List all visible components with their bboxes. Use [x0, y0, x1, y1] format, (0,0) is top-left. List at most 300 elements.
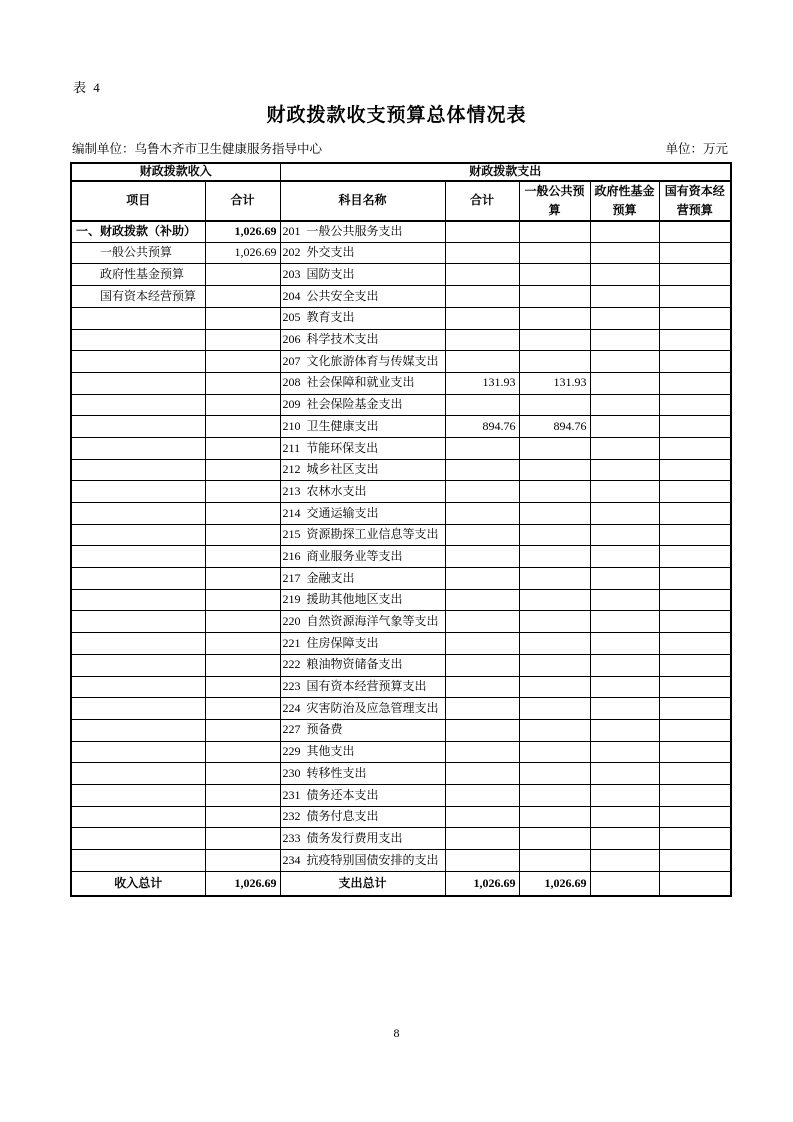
- gov-fund-budget-cell: [590, 741, 659, 763]
- expenditure-total-cell: [445, 481, 519, 503]
- gov-fund-grand-total-cell: [590, 871, 659, 896]
- gov-fund-budget-cell: [590, 806, 659, 828]
- income-total-cell: [205, 828, 280, 850]
- expenditure-subject-cell: [280, 372, 445, 394]
- subject-code: 223: [282, 679, 301, 694]
- state-capital-budget-cell: [659, 416, 731, 438]
- subject-code: 214: [282, 505, 301, 520]
- col-header-expenditure-total: 合计: [445, 181, 519, 221]
- gov-fund-budget-cell: [590, 286, 659, 308]
- subject-code: 201: [282, 223, 301, 238]
- income-item-cell: [71, 481, 205, 503]
- general-public-budget-cell: [519, 437, 590, 459]
- subject-name: 灾害防治及应急管理支出: [306, 700, 439, 715]
- income-total-cell: [205, 611, 280, 633]
- col-header-income-total: 合计: [205, 181, 280, 221]
- state-capital-budget-cell: [659, 568, 731, 590]
- gov-fund-budget-cell: [590, 221, 659, 243]
- general-public-budget-cell: [519, 741, 590, 763]
- subject-name: 一般公共服务支出: [306, 223, 403, 238]
- subject-code: 212: [282, 462, 301, 477]
- subject-name: 自然资源海洋气象等支出: [306, 614, 439, 629]
- expenditure-total-cell: [445, 676, 519, 698]
- income-item-cell: [71, 850, 205, 872]
- income-item-cell: [71, 546, 205, 568]
- budget-row: [71, 784, 731, 806]
- expenditure-subject-cell: [280, 394, 445, 416]
- expenditure-total-cell: [445, 264, 519, 286]
- gov-fund-budget-cell: [590, 437, 659, 459]
- state-capital-budget-cell: [659, 763, 731, 785]
- expenditure-subject-cell: [280, 481, 445, 503]
- income-total-cell: [205, 372, 280, 394]
- income-total-cell: [205, 589, 280, 611]
- general-public-budget-cell: [519, 524, 590, 546]
- expenditure-total-cell: [445, 633, 519, 655]
- subject-code: 211: [282, 440, 301, 455]
- income-item-cell: [71, 351, 205, 373]
- income-item-cell: [71, 416, 205, 438]
- expenditure-total-cell: [445, 763, 519, 785]
- budget-row: [71, 481, 731, 503]
- income-item-cell: [71, 394, 205, 416]
- general-public-budget-cell: [519, 329, 590, 351]
- general-public-budget-cell: [519, 850, 590, 872]
- state-capital-budget-cell: [659, 784, 731, 806]
- expenditure-subject-cell: [280, 850, 445, 872]
- col-header-item: 项目: [71, 181, 205, 221]
- budget-row: [71, 611, 731, 633]
- state-capital-budget-cell: [659, 394, 731, 416]
- budget-row: [71, 329, 731, 351]
- expenditure-subject-cell: [280, 351, 445, 373]
- income-total-cell: [205, 416, 280, 438]
- gov-fund-budget-cell: [590, 329, 659, 351]
- gov-fund-budget-cell: [590, 264, 659, 286]
- gov-fund-budget-cell: [590, 394, 659, 416]
- subject-name: 教育支出: [306, 310, 355, 325]
- expenditure-total-cell: [445, 329, 519, 351]
- state-capital-budget-cell: [659, 633, 731, 655]
- income-item-cell: [71, 698, 205, 720]
- gov-fund-budget-cell: [590, 503, 659, 525]
- general-public-grand-total-cell: 1,026.69: [519, 871, 590, 896]
- subject-name: 节能环保支出: [306, 440, 379, 455]
- income-total-cell: [205, 546, 280, 568]
- expenditure-total-cell: 131.93: [445, 372, 519, 394]
- gov-fund-budget-cell: [590, 568, 659, 590]
- expenditure-total-cell: [445, 307, 519, 329]
- expenditure-subject-cell: [280, 633, 445, 655]
- page-title: 财政拨款收支预算总体情况表: [266, 105, 527, 126]
- income-total-cell: [205, 351, 280, 373]
- income-item-cell: [71, 459, 205, 481]
- budget-row: [71, 459, 731, 481]
- subject-code: 215: [282, 527, 301, 542]
- income-item-cell: [71, 633, 205, 655]
- subject-name: 援助其他地区支出: [306, 592, 403, 607]
- state-capital-budget-cell: [659, 481, 731, 503]
- expenditure-subject-cell: [280, 698, 445, 720]
- state-capital-budget-cell: [659, 806, 731, 828]
- budget-row: [71, 763, 731, 785]
- subject-name: 债务发行费用支出: [306, 830, 403, 845]
- income-total-cell: 1,026.69: [205, 242, 280, 264]
- subject-name: 农林水支出: [306, 483, 367, 498]
- income-item-cell: [71, 784, 205, 806]
- expenditure-total-cell: [445, 351, 519, 373]
- gov-fund-budget-cell: [590, 763, 659, 785]
- gov-fund-budget-cell: [590, 828, 659, 850]
- gov-fund-budget-cell: [590, 698, 659, 720]
- subject-code: 233: [282, 830, 301, 845]
- general-public-budget-cell: [519, 221, 590, 243]
- budget-row: [71, 437, 731, 459]
- budget-row: [71, 351, 731, 373]
- subject-code: 217: [282, 570, 301, 585]
- expenditure-total-cell: [445, 654, 519, 676]
- budget-row: [71, 307, 731, 329]
- expenditure-subject-cell: [280, 741, 445, 763]
- income-item-cell: [71, 329, 205, 351]
- subject-code: 213: [282, 483, 301, 498]
- state-capital-budget-cell: [659, 850, 731, 872]
- gov-fund-budget-cell: [590, 784, 659, 806]
- expenditure-subject-cell: [280, 524, 445, 546]
- income-total-cell: [205, 568, 280, 590]
- page-number: 8: [393, 1026, 400, 1040]
- expenditure-total-cell: [445, 806, 519, 828]
- expenditure-subject-cell: [280, 459, 445, 481]
- expenditure-subject-cell: [280, 828, 445, 850]
- income-item-cell: [71, 828, 205, 850]
- general-public-budget-cell: [519, 394, 590, 416]
- col-header-subject: 科目名称: [280, 181, 445, 221]
- income-item-cell: [71, 568, 205, 590]
- general-public-budget-cell: [519, 481, 590, 503]
- state-capital-budget-cell: [659, 611, 731, 633]
- expenditure-subject-cell: [280, 589, 445, 611]
- subject-name: 社会保障和就业支出: [306, 375, 415, 390]
- budget-row: [71, 372, 731, 394]
- income-item-cell: [71, 654, 205, 676]
- table-header: [71, 163, 731, 221]
- gov-fund-budget-cell: [590, 719, 659, 741]
- expenditure-total-cell: [445, 524, 519, 546]
- gov-fund-budget-cell: [590, 459, 659, 481]
- subject-name: 公共安全支出: [306, 288, 379, 303]
- subject-code: 206: [282, 332, 301, 347]
- subject-code: 221: [282, 635, 301, 650]
- general-public-budget-cell: [519, 307, 590, 329]
- expenditure-total-cell: 894.76: [445, 416, 519, 438]
- totals-row: [71, 871, 731, 896]
- income-total-cell: [205, 654, 280, 676]
- income-item-cell: [71, 741, 205, 763]
- income-total-cell: [205, 286, 280, 308]
- subject-code: 203: [282, 267, 301, 282]
- gov-fund-budget-cell: [590, 546, 659, 568]
- expenditure-total-cell: [445, 568, 519, 590]
- subject-name: 国有资本经营预算支出: [306, 679, 427, 694]
- income-total-cell: [205, 784, 280, 806]
- state-capital-budget-cell: [659, 719, 731, 741]
- gov-fund-budget-cell: [590, 611, 659, 633]
- subject-name: 商业服务业等支出: [306, 548, 403, 563]
- state-capital-budget-cell: [659, 372, 731, 394]
- general-public-budget-cell: [519, 546, 590, 568]
- gov-fund-budget-cell: [590, 676, 659, 698]
- expenditure-total-cell: [445, 850, 519, 872]
- state-capital-budget-cell: [659, 286, 731, 308]
- subject-code: 205: [282, 310, 301, 325]
- budget-row: [71, 850, 731, 872]
- subject-code: 229: [282, 744, 301, 759]
- state-capital-budget-cell: [659, 546, 731, 568]
- income-item-cell: [71, 307, 205, 329]
- expenditure-total-cell: [445, 221, 519, 243]
- gov-fund-budget-cell: [590, 416, 659, 438]
- general-public-budget-cell: 894.76: [519, 416, 590, 438]
- state-capital-budget-cell: [659, 741, 731, 763]
- subject-name: 债务付息支出: [306, 809, 379, 824]
- subject-name: 社会保险基金支出: [306, 397, 403, 412]
- meta-row: [70, 139, 730, 157]
- expenditure-subject-cell: [280, 763, 445, 785]
- general-public-budget-cell: [519, 633, 590, 655]
- expenditure-subject-cell: [280, 437, 445, 459]
- budget-row: [71, 524, 731, 546]
- gov-fund-budget-cell: [590, 242, 659, 264]
- expenditure-subject-cell: [280, 719, 445, 741]
- general-public-budget-cell: [519, 806, 590, 828]
- state-capital-budget-cell: [659, 503, 731, 525]
- subject-code: 234: [282, 852, 301, 867]
- income-item-cell: [71, 437, 205, 459]
- gov-fund-budget-cell: [590, 589, 659, 611]
- subject-code: 208: [282, 375, 301, 390]
- expenditure-total-cell: [445, 719, 519, 741]
- income-total-cell: [205, 633, 280, 655]
- subject-code: 227: [282, 722, 301, 737]
- income-total-cell: [205, 437, 280, 459]
- subject-name: 预备费: [306, 722, 343, 737]
- table-number-label: 表 4: [73, 80, 102, 95]
- budget-row: [71, 828, 731, 850]
- general-public-budget-cell: [519, 828, 590, 850]
- state-capital-budget-cell: [659, 242, 731, 264]
- budget-row: [71, 264, 731, 286]
- subject-name: 科学技术支出: [306, 332, 379, 347]
- expenditure-subject-cell: [280, 568, 445, 590]
- general-public-budget-cell: 131.93: [519, 372, 590, 394]
- gov-fund-budget-cell: [590, 372, 659, 394]
- subject-code: 204: [282, 288, 301, 303]
- income-total-cell: [205, 524, 280, 546]
- income-item-cell: [71, 676, 205, 698]
- general-public-budget-cell: [519, 698, 590, 720]
- general-public-budget-cell: [519, 676, 590, 698]
- budget-row: [71, 589, 731, 611]
- section-header-row: [71, 163, 731, 181]
- expenditure-subject-cell: [280, 221, 445, 243]
- table-footer: [71, 871, 731, 896]
- income-total-cell: [205, 329, 280, 351]
- gov-fund-budget-cell: [590, 654, 659, 676]
- state-capital-budget-cell: [659, 459, 731, 481]
- budget-row: [71, 221, 731, 243]
- state-capital-budget-cell: [659, 654, 731, 676]
- expenditure-total-cell: [445, 741, 519, 763]
- col-header-gov-fund-budget: 政府性基金预算: [590, 181, 659, 221]
- budget-row: [71, 676, 731, 698]
- expenditure-total-cell: [445, 242, 519, 264]
- income-total-cell: [205, 698, 280, 720]
- expenditure-total-cell: [445, 589, 519, 611]
- income-total-label-cell: 收入总计: [71, 871, 205, 896]
- income-total-cell: [205, 503, 280, 525]
- general-public-budget-cell: [519, 654, 590, 676]
- general-public-budget-cell: [519, 503, 590, 525]
- budget-row: [71, 546, 731, 568]
- expenditure-grand-total-cell: 1,026.69: [445, 871, 519, 896]
- income-total-cell: [205, 741, 280, 763]
- expenditure-subject-cell: [280, 503, 445, 525]
- income-item-cell: [71, 589, 205, 611]
- expenditure-subject-cell: [280, 784, 445, 806]
- subject-code: 224: [282, 700, 301, 715]
- subject-name: 其他支出: [306, 744, 355, 759]
- income-total-cell: [205, 307, 280, 329]
- general-public-budget-cell: [519, 784, 590, 806]
- expenditure-total-cell: [445, 459, 519, 481]
- expenditure-subject-cell: [280, 329, 445, 351]
- general-public-budget-cell: [519, 611, 590, 633]
- table-body: [71, 221, 731, 872]
- income-item-cell: [71, 806, 205, 828]
- state-capital-budget-cell: [659, 698, 731, 720]
- state-capital-budget-cell: [659, 828, 731, 850]
- income-total-cell: [205, 459, 280, 481]
- expenditure-total-cell: [445, 286, 519, 308]
- subject-code: 207: [282, 353, 301, 368]
- subject-code: 222: [282, 657, 301, 672]
- expenditure-subject-cell: [280, 676, 445, 698]
- budget-row: [71, 416, 731, 438]
- expenditure-total-cell: [445, 394, 519, 416]
- subject-name: 金融支出: [306, 570, 355, 585]
- subject-name: 卫生健康支出: [306, 418, 379, 433]
- subject-name: 国防支出: [306, 267, 355, 282]
- subject-name: 文化旅游体育与传媒支出: [306, 353, 439, 368]
- subject-code: 216: [282, 548, 301, 563]
- general-public-budget-cell: [519, 568, 590, 590]
- expenditure-total-cell: [445, 698, 519, 720]
- budget-table: [70, 162, 732, 897]
- column-header-row: [71, 181, 731, 221]
- expenditure-subject-cell: [280, 611, 445, 633]
- income-item-cell: 一、财政拨款（补助）: [71, 221, 205, 243]
- income-total-cell: [205, 394, 280, 416]
- subject-code: 210: [282, 418, 301, 433]
- unit-label: 单位：万元: [665, 142, 728, 156]
- budget-row: [71, 806, 731, 828]
- general-public-budget-cell: [519, 264, 590, 286]
- subject-code: 209: [282, 397, 301, 412]
- expenditure-subject-cell: [280, 264, 445, 286]
- expenditure-total-label-cell: 支出总计: [280, 871, 445, 896]
- general-public-budget-cell: [519, 242, 590, 264]
- income-total-cell: 1,026.69: [205, 221, 280, 243]
- general-public-budget-cell: [519, 286, 590, 308]
- expenditure-subject-cell: [280, 307, 445, 329]
- budget-row: [71, 568, 731, 590]
- expenditure-total-cell: [445, 503, 519, 525]
- subject-name: 抗疫特别国债安排的支出: [306, 852, 439, 867]
- subject-code: 232: [282, 809, 301, 824]
- income-item-cell: 一般公共预算: [71, 242, 205, 264]
- subject-name: 城乡社区支出: [306, 462, 379, 477]
- subject-name: 债务还本支出: [306, 787, 379, 802]
- income-item-cell: 政府性基金预算: [71, 264, 205, 286]
- prepared-by-label: 编制单位：乌鲁木齐市卫生健康服务指导中心: [72, 142, 323, 156]
- income-section-header: 财政拨款收入: [71, 163, 280, 181]
- gov-fund-budget-cell: [590, 524, 659, 546]
- expenditure-subject-cell: [280, 416, 445, 438]
- col-header-general-public-budget: 一般公共预算: [519, 181, 590, 221]
- expenditure-subject-cell: [280, 286, 445, 308]
- general-public-budget-cell: [519, 719, 590, 741]
- expenditure-total-cell: [445, 437, 519, 459]
- general-public-budget-cell: [519, 763, 590, 785]
- income-total-cell: [205, 481, 280, 503]
- income-item-cell: [71, 372, 205, 394]
- income-item-cell: [71, 719, 205, 741]
- subject-code: 202: [282, 245, 301, 260]
- state-capital-budget-cell: [659, 221, 731, 243]
- subject-name: 资源勘探工业信息等支出: [306, 527, 439, 542]
- income-total-cell: [205, 676, 280, 698]
- state-capital-budget-cell: [659, 524, 731, 546]
- general-public-budget-cell: [519, 459, 590, 481]
- expenditure-subject-cell: [280, 806, 445, 828]
- budget-row: [71, 242, 731, 264]
- state-capital-budget-cell: [659, 351, 731, 373]
- subject-code: 231: [282, 787, 301, 802]
- subject-name: 外交支出: [306, 245, 355, 260]
- expenditure-total-cell: [445, 828, 519, 850]
- expenditure-total-cell: [445, 546, 519, 568]
- income-total-cell: [205, 806, 280, 828]
- subject-code: 219: [282, 592, 301, 607]
- income-total-cell: [205, 850, 280, 872]
- income-total-cell: [205, 264, 280, 286]
- gov-fund-budget-cell: [590, 850, 659, 872]
- income-item-cell: [71, 503, 205, 525]
- state-capital-grand-total-cell: [659, 871, 731, 896]
- budget-row: [71, 741, 731, 763]
- income-total-cell: [205, 719, 280, 741]
- income-total-cell: [205, 763, 280, 785]
- expenditure-subject-cell: [280, 654, 445, 676]
- budget-row: [71, 503, 731, 525]
- col-header-state-capital-budget: 国有资本经营预算: [659, 181, 731, 221]
- state-capital-budget-cell: [659, 676, 731, 698]
- subject-name: 住房保障支出: [306, 635, 379, 650]
- income-item-cell: 国有资本经营预算: [71, 286, 205, 308]
- expenditure-total-cell: [445, 784, 519, 806]
- expenditure-section-header: 财政拨款支出: [280, 163, 731, 181]
